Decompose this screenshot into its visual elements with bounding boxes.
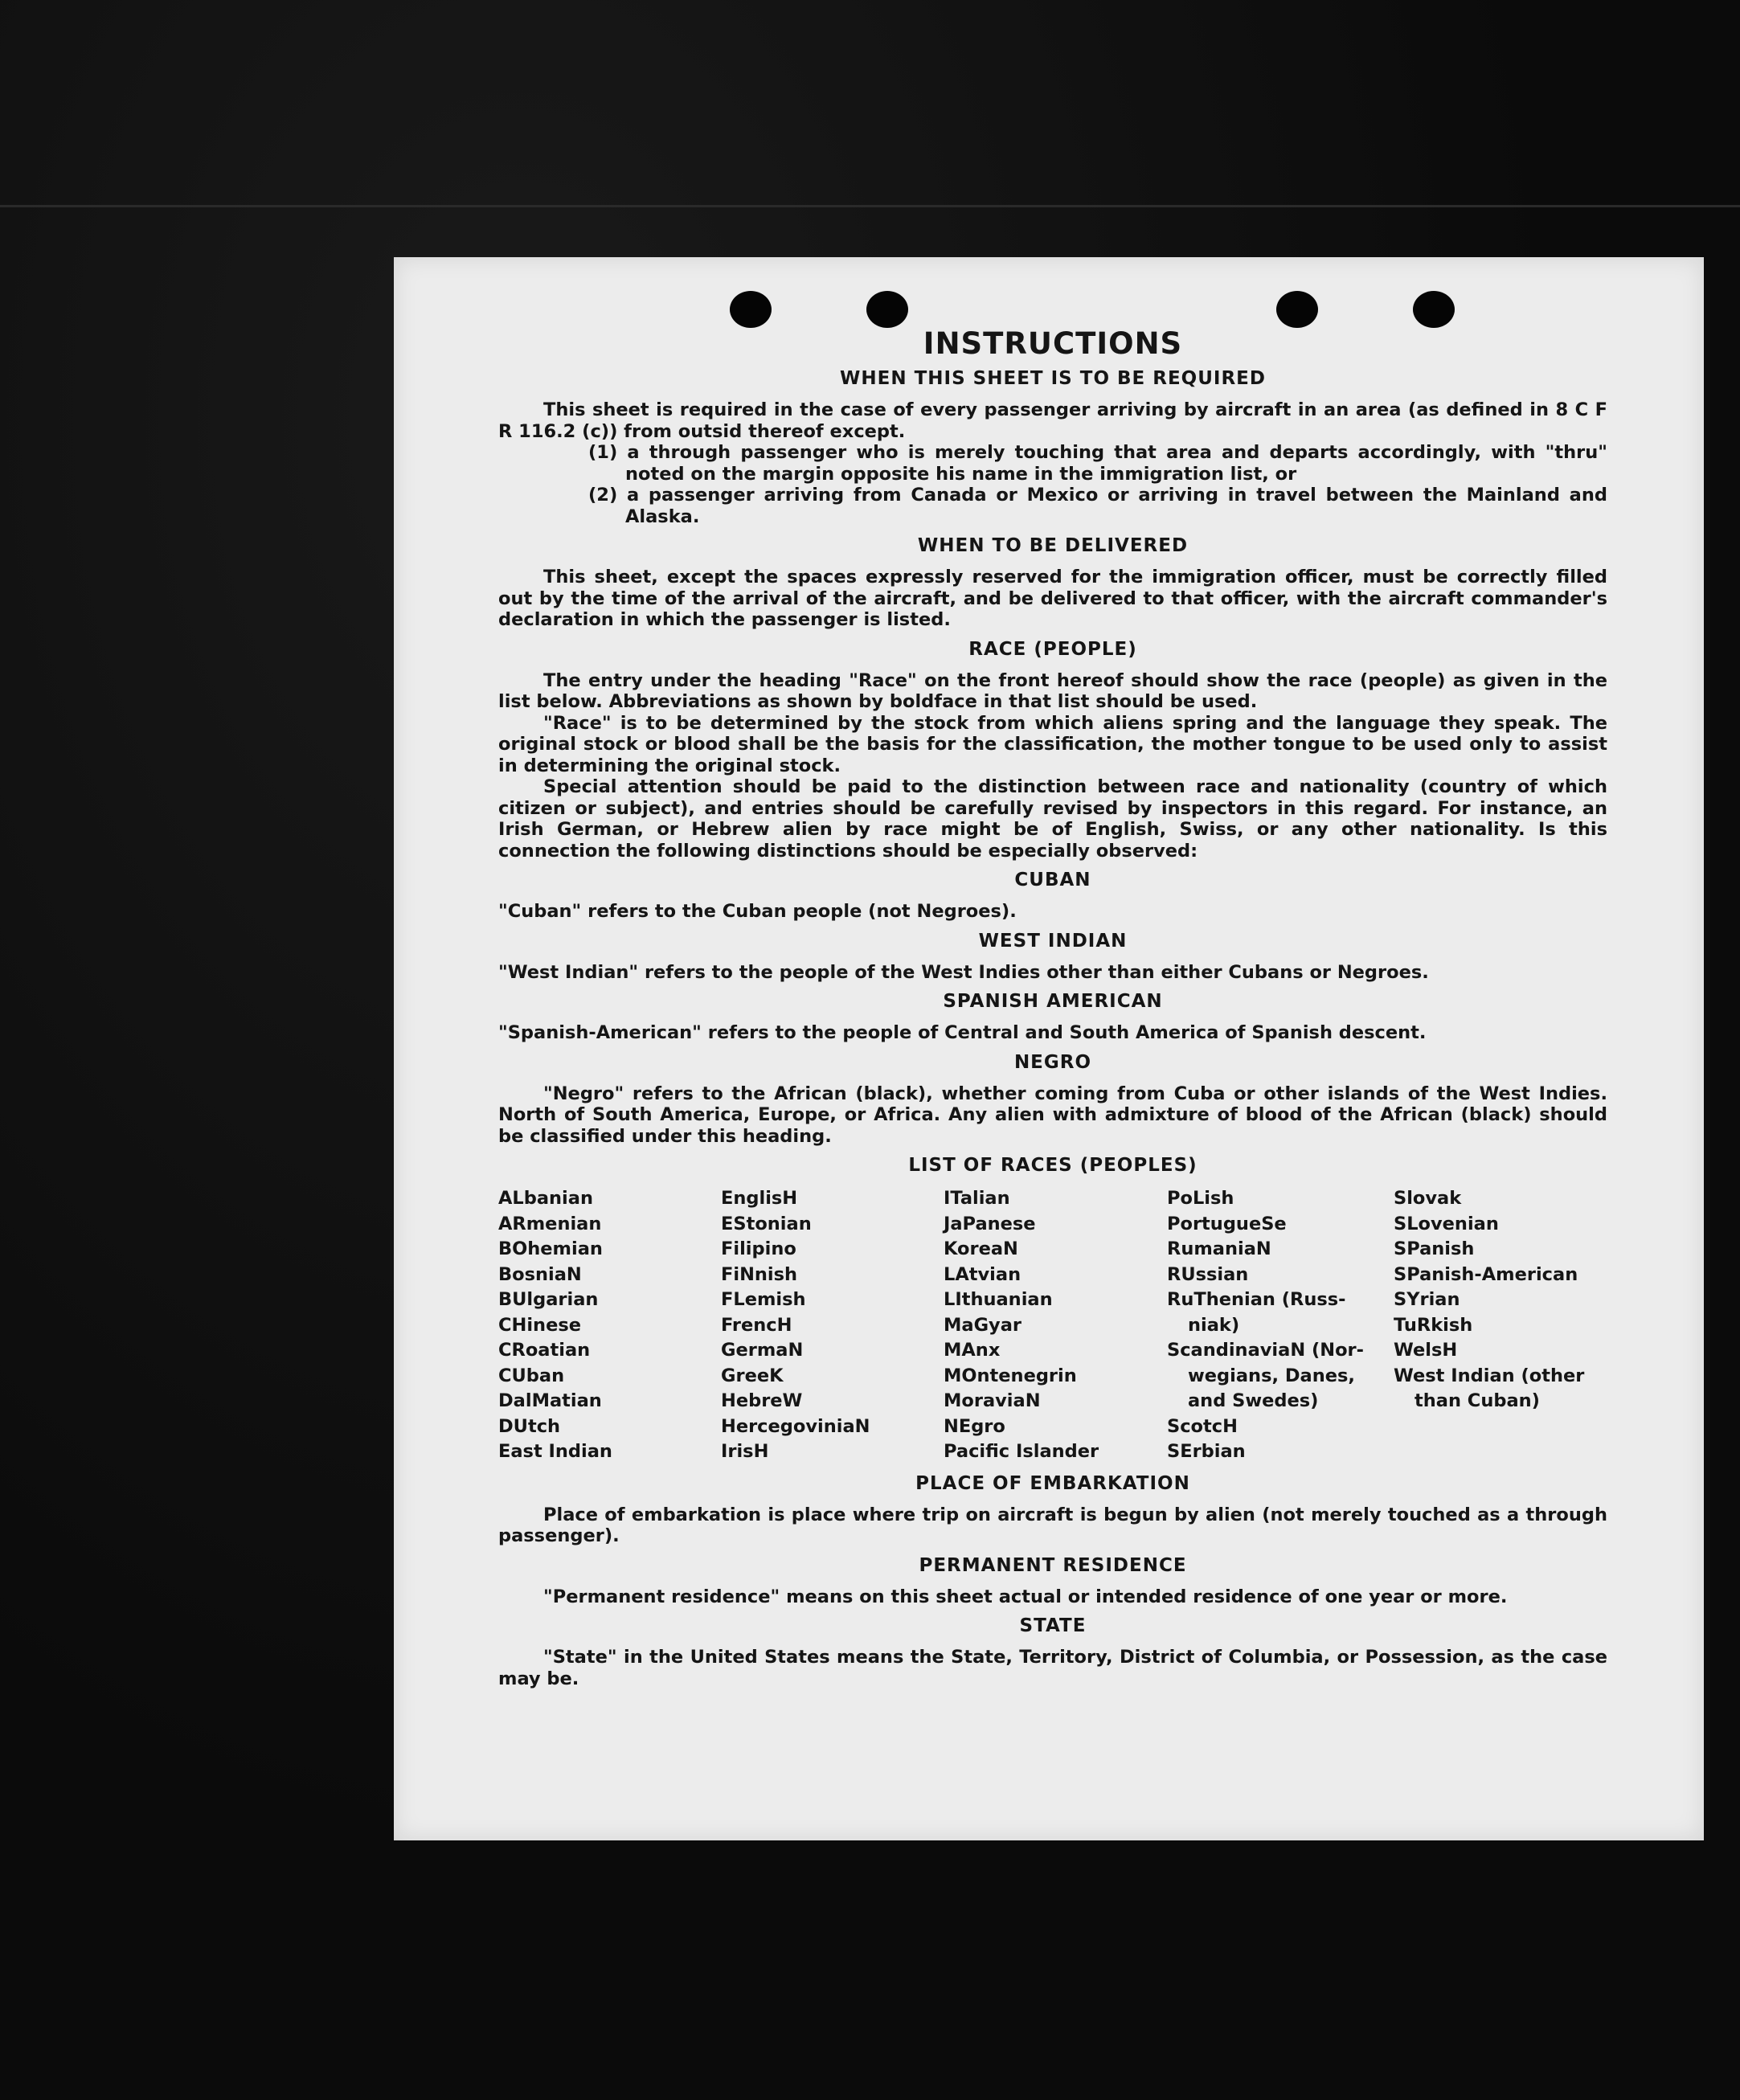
race-entry: MAnx [944, 1340, 1001, 1361]
residence-text: "Permanent residence" means on this sheet actual or intended residence of one year or more. [543, 1586, 1508, 1607]
race-entry: NEgro [944, 1415, 1005, 1437]
race-entry: KoreaN [944, 1238, 1018, 1259]
race-entry: EStonian [721, 1213, 812, 1234]
races-column-3 [944, 1186, 1167, 1465]
race-entry: GermaN [721, 1340, 804, 1361]
races-column-2 [721, 1186, 944, 1465]
heading-cuban: CUBAN [1014, 870, 1091, 890]
heading-place-of-embarkation: PLACE OF EMBARKATION [915, 1472, 1190, 1494]
race-entry: ScotcH [1167, 1415, 1238, 1437]
heading-permanent-residence: PERMANENT RESIDENCE [919, 1554, 1187, 1576]
race-entry: than Cuban) [1415, 1390, 1540, 1411]
race-entry: SPanish [1394, 1238, 1475, 1259]
race-paragraph-1: The entry under the heading "Race" on the front hereof should show the race (people) as given in the list below. Abbreviations as shown by boldface in that list should be used. [498, 669, 1607, 712]
when-delivered-text: This sheet, except the spaces expressly reserved for the immigration officer, must be correctly filled out by the time of the arrival of the aircraft, and be delivered to that officer, with the aircraft commander's declaration in which the passenger is listed. [498, 567, 1607, 630]
race-entry: Pacific Islander [944, 1441, 1099, 1462]
heading-negro: NEGRO [1013, 1051, 1092, 1073]
punch-hole [1276, 291, 1318, 328]
sheet-content [498, 328, 1607, 1689]
race-entry: CUban [498, 1365, 565, 1386]
race-entry: FrencH [721, 1314, 792, 1336]
race-entry: East Indian [498, 1441, 612, 1462]
race-entry: wegians, Danes, [1188, 1365, 1355, 1386]
race-entry: SErbian [1167, 1441, 1246, 1462]
heading-spanish-american: SPANISH AMERICAN [943, 991, 1163, 1012]
heading-list-of-races: LIST OF RACES (PEOPLES) [908, 1155, 1198, 1176]
race-entry: and Swedes) [1188, 1390, 1319, 1411]
punch-hole [730, 291, 772, 328]
exception-item-2: (2) a passenger arriving from Canada or Mexico or arriving in travel between the Mainland and Alaska. [588, 485, 1607, 527]
race-entry: JaPanese [944, 1213, 1036, 1234]
race-paragraph-3: Special attention should be paid to the distinction between race and nationality (country of which citizen or subject), and entries should be carefully revised by inspectors in this regard. For instance, an Irish German, or Hebrew alien by race might be of English, Swiss, or any other nationality. Is this connection the following distinctions should be especially observed: [498, 776, 1607, 862]
race-entry: MOntenegrin [944, 1365, 1077, 1386]
race-entry: PoLish [1167, 1188, 1234, 1209]
race-entry: EnglisH [721, 1188, 798, 1209]
race-entry: DUtch [498, 1415, 561, 1437]
race-entry: FLemish [721, 1289, 806, 1310]
race-entry: CRoatian [498, 1340, 591, 1361]
embarkation-text: Place of embarkation is place where trip on aircraft is begun by alien (not merely touched as a through passenger). [498, 1504, 1607, 1546]
spanish-american-text: "Spanish-American" refers to the people of Central and South America of Spanish descent. [498, 1022, 1427, 1043]
state-text: "State" in the United States means the State, Territory, District of Columbia, or Possession, as the case may be. [498, 1647, 1607, 1689]
race-entry: BOhemian [498, 1238, 603, 1259]
races-column-1 [498, 1186, 721, 1465]
heading-west-indian: WEST INDIAN [978, 930, 1128, 952]
races-list [498, 1186, 1607, 1465]
heading-when-required: WHEN THIS SHEET IS TO BE REQUIRED [840, 368, 1266, 389]
race-entry: Slovak [1394, 1188, 1462, 1209]
race-entry: GreeK [721, 1365, 784, 1386]
race-entry: LIthuanian [944, 1289, 1053, 1310]
punch-hole [866, 291, 908, 328]
race-entry: BUlgarian [498, 1289, 599, 1310]
race-entry: BosniaN [498, 1263, 582, 1285]
race-entry: SYrian [1394, 1289, 1460, 1310]
race-entry: PortugueSe [1167, 1213, 1287, 1234]
race-entry: DalMatian [498, 1390, 602, 1411]
race-entry: ITalian [944, 1188, 1010, 1209]
exception-item-1: (1) a through passenger who is merely touching that area and departs accordingly, with "thru" noted on the margin opposite his name in the immigration list, or [588, 442, 1607, 485]
race-entry: RuThenian (Russ- [1167, 1289, 1346, 1310]
race-paragraph-2: "Race" is to be determined by the stock from which aliens spring and the language they speak. The original stock or blood shall be the basis for the classification, the mother tongue to be used only to assist in determining the original stock. [498, 712, 1607, 776]
scan-edge-line [0, 205, 1740, 207]
race-entry: RUssian [1167, 1263, 1249, 1285]
when-required-intro: This sheet is required in the case of every passenger arriving by aircraft in an area (as defined in 8 C F R 116.2 (c)) from outsid thereof except. [498, 399, 1607, 442]
race-entry: ALbanian [498, 1188, 593, 1209]
heading-when-delivered: WHEN TO BE DELIVERED [917, 535, 1189, 556]
race-entry: WelsH [1394, 1340, 1458, 1361]
race-entry: IrisH [721, 1441, 769, 1462]
race-entry: West Indian (other [1394, 1365, 1585, 1386]
race-entry: MaGyar [944, 1314, 1021, 1336]
race-entry: TuRkish [1394, 1314, 1473, 1336]
race-entry: SLovenian [1394, 1213, 1499, 1234]
races-column-5 [1394, 1186, 1607, 1465]
heading-state: STATE [1019, 1615, 1087, 1636]
race-entry: HercegoviniaN [721, 1415, 870, 1437]
race-entry: niak) [1188, 1314, 1240, 1336]
cuban-text: "Cuban" refers to the Cuban people (not Negroes). [498, 901, 1017, 922]
instruction-sheet [394, 257, 1704, 1840]
race-entry: ScandinaviaN (Nor- [1167, 1340, 1364, 1361]
page-title: INSTRUCTIONS [923, 326, 1183, 361]
heading-race: RACE (PEOPLE) [968, 638, 1137, 660]
race-entry: SPanish-American [1394, 1263, 1578, 1285]
race-entry: HebreW [721, 1390, 803, 1411]
west-indian-text: "West Indian" refers to the people of the West Indies other than either Cubans or Negroes. [498, 961, 1429, 983]
race-entry: ARmenian [498, 1213, 602, 1234]
race-entry: RumaniaN [1167, 1238, 1271, 1259]
race-entry: Filipino [721, 1238, 796, 1259]
race-entry: MoraviaN [944, 1390, 1041, 1411]
race-entry: CHinese [498, 1314, 581, 1336]
races-column-4 [1167, 1186, 1394, 1465]
race-entry: FiNnish [721, 1263, 798, 1285]
race-entry: LAtvian [944, 1263, 1021, 1285]
negro-text: "Negro" refers to the African (black), whether coming from Cuba or other islands of the West Indies. North of South America, Europe, or Africa. Any alien with admixture of blood of the African (black) should be classified under this heading. [498, 1083, 1607, 1147]
punch-hole [1413, 291, 1455, 328]
